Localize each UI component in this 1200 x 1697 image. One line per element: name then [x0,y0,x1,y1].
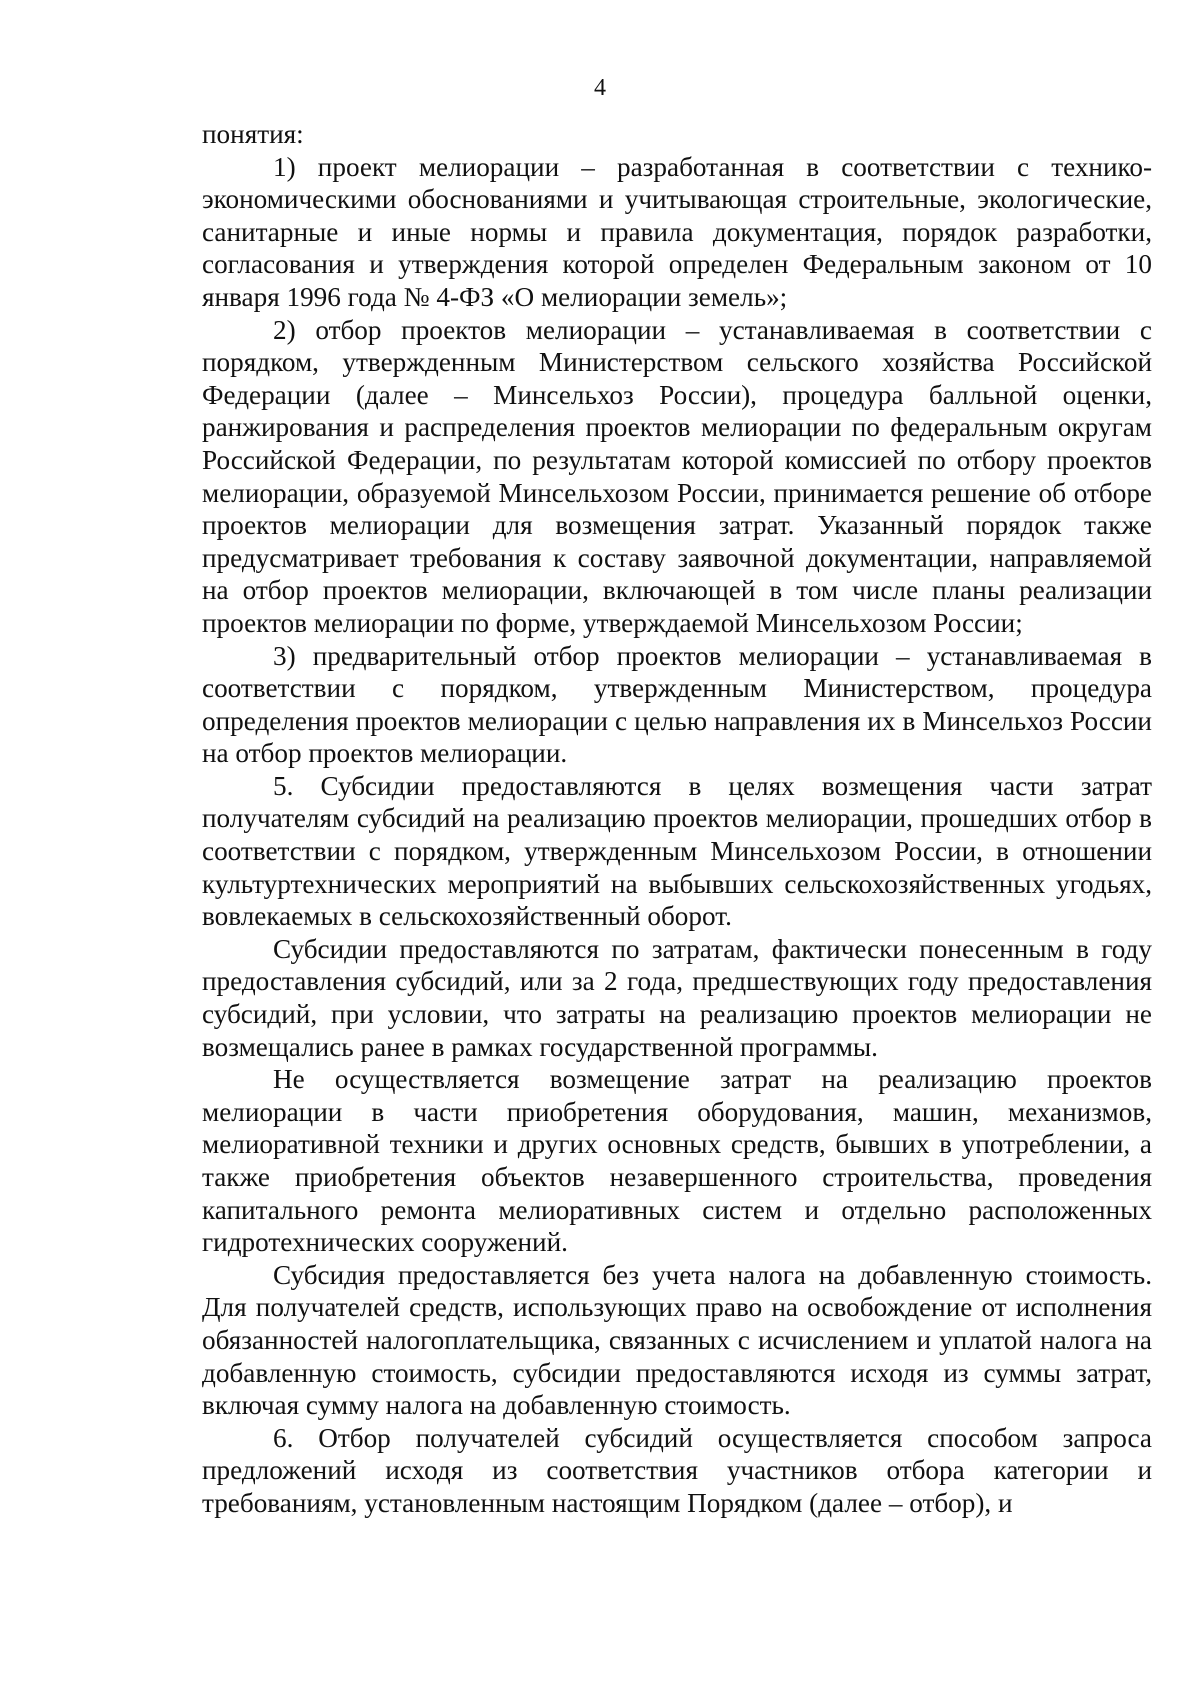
paragraph-intro: понятия: [202,119,304,149]
paragraph-definition-2: 2) отбор проектов мелиорации – устанавливаемая в соответствии с порядком, утвержденным Министерством сельского хозяйства Российской Федерации (далее – Минсельхоз России), процедура балльной оценки, ранжирования и распределения проектов мелиорации по федеральным округам Российской Федерации, по результатам которой комиссией по отбору проектов мелиорации, образуемой Минсельхозом России, принимается решение об отборе проектов мелиорации для возмещения затрат. Указанный порядок также предусматривает требования к составу заявочной документации, направляемой на отбор проектов мелиорации, включающей в том числе планы реализации проектов мелиорации по форме, утверждаемой Минсельхозом России; [202,314,1152,638]
paragraph-subsidy-costs: Субсидии предоставляются по затратам, фактически понесенным в году предоставления субсидий, или за 2 года, предшествующих году предоставления субсидий, при условии, что затраты на реализацию проектов мелиорации не возмещались ранее в рамках государственной программы. [202,933,1152,1062]
paragraph-clause-5: 5. Субсидии предоставляются в целях возмещения части затрат получателям субсидий на реализацию проектов мелиорации, прошедших отбор в соответствии с порядком, утвержденным Минсельхозом России, в отношении культуртехнических мероприятий на выбывших сельскохозяйственных угодьях, вовлекаемых в сельскохозяйственный оборот. [202,770,1152,932]
paragraph-exclusions: Не осуществляется возмещение затрат на реализацию проектов мелиорации в части приобретения оборудования, машин, механизмов, мелиоративной техники и других основных средств, бывших в употреблении, а также приобретения объектов незавершенного строительства, проведения капитального ремонта мелиоративных систем и отдельно расположенных гидротехнических сооружений. [202,1064,1152,1258]
paragraph-vat: Субсидия предоставляется без учета налога на добавленную стоимость. Для получателей средств, использующих право на освобождение от исполнения обязанностей налогоплательщика, связанных с исчислением и уплатой налога на добавленную стоимость, субсидии предоставляются исходя из суммы затрат, включая сумму налога на добавленную стоимость. [202,1259,1152,1421]
document-body [202,118,1152,1520]
paragraph-clause-6: 6. Отбор получателей субсидий осуществляется способом запроса предложений исходя из соответствия участников отбора категории и требованиям, установленным настоящим Порядком (далее – отбор), и [202,1422,1152,1518]
paragraph-definition-3: 3) предварительный отбор проектов мелиорации – устанавливаемая в соответствии с порядком, утвержденным Министерством, процедура определения проектов мелиорации с целью направления их в Минсельхоз России на отбор проектов мелиорации. [202,640,1152,769]
paragraph-definition-1: 1) проект мелиорации – разработанная в соответствии с технико-экономическими обоснованиями и учитывающая строительные, экологические, санитарные и иные нормы и правила документация, порядок разработки, согласования и утверждения которой определен Федеральным законом от 10 января 1996 года № 4-ФЗ «О мелиорации земель»; [202,151,1152,312]
page-number: 4 [594,75,606,101]
